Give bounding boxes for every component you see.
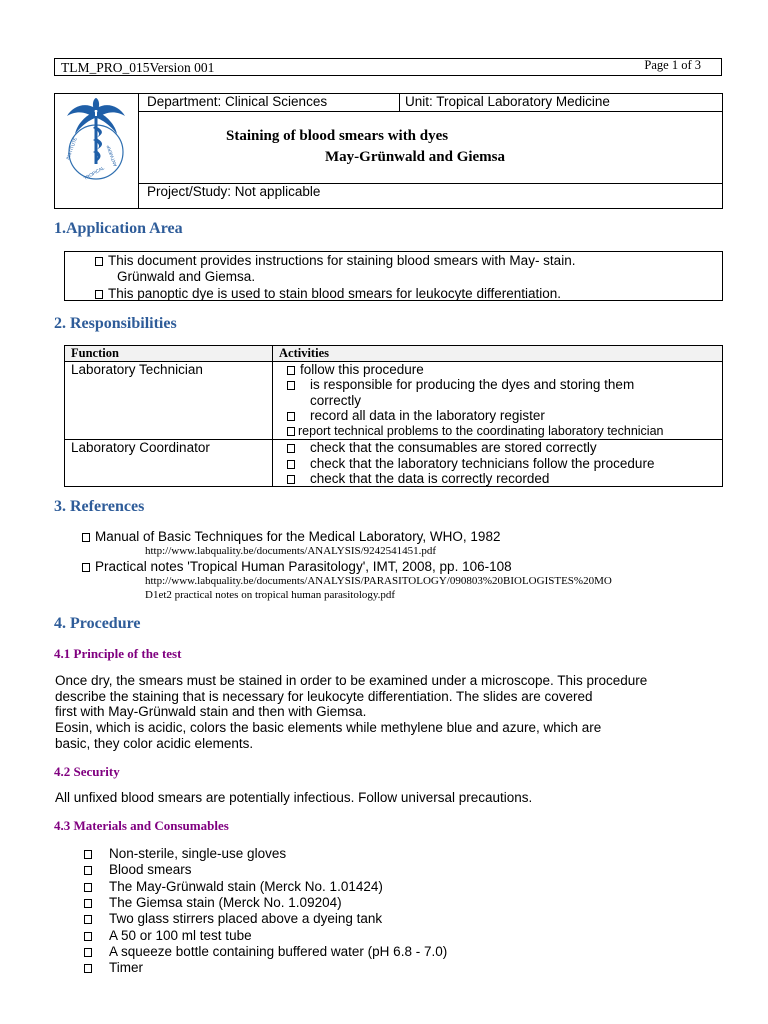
svg-text:TROPICAL: TROPICAL (83, 165, 105, 181)
document-title-line2: May-Grünwald and Giemsa (325, 149, 506, 165)
section-heading-responsibilities: 2. Responsibilities (54, 315, 177, 332)
bullet-box-icon (84, 850, 92, 859)
principle-text: basic, they color acidic elements. (55, 736, 254, 751)
document-id-bar (54, 58, 722, 76)
list-item: Non-sterile, single-use gloves (109, 846, 287, 861)
bullet-box-icon (84, 915, 92, 924)
list-item: The Giemsa stain (Merck No. 1.09204) (109, 894, 342, 910)
bullet-box-icon (95, 257, 103, 266)
page-number: Page 1 of 3 (644, 58, 701, 72)
list-item: A 50 or 100 ml test tube (109, 927, 252, 943)
activity-item: check that the data is correctly recorded (310, 471, 550, 486)
principle-text: Once dry, the smears must be stained in order to be examined under a microscope. This procedure (55, 673, 648, 688)
bullet-box-icon (287, 427, 295, 436)
bullet-box-icon (287, 412, 295, 421)
activity-item: follow this procedure (300, 362, 424, 377)
bullet-box-icon (287, 475, 295, 484)
principle-text: Eosin, which is acidic, colors the basic elements while methylene blue and azure, which are (55, 720, 602, 735)
column-header-activities: Activities (279, 346, 329, 360)
document-header (54, 93, 723, 209)
reference-2-url[interactable]: http://www.labquality.be/documents/ANALYSIS/PARASITOLOGY/090803%20BIOLOGISTES%20MO (145, 575, 612, 587)
unit-label: Unit: Tropical Laboratory Medicine (405, 94, 610, 109)
reference-2: Practical notes 'Tropical Human Parasitology', IMT, 2008, pp. 106-108 (95, 559, 512, 574)
activity-item: check that the consumables are stored correctly (310, 440, 597, 455)
function-technician: Laboratory Technician (71, 362, 203, 377)
activity-item: is responsible for producing the dyes and storing them (310, 377, 635, 392)
bullet-box-icon (287, 366, 295, 375)
bullet-box-icon (95, 290, 103, 299)
subsection-heading-principle: 4.1 Principle of the test (54, 646, 182, 661)
bullet-box-icon (84, 948, 92, 957)
activity-item: check that the laboratory technicians follow the procedure (310, 456, 655, 471)
bullet-box-icon (84, 932, 92, 941)
subsection-heading-materials: 4.3 Materials and Consumables (54, 818, 229, 833)
bullet-box-icon (287, 381, 295, 390)
reference-1-url[interactable]: http://www.labquality.be/documents/ANALYSIS/9242541451.pdf (145, 545, 437, 557)
application-bullet-1: This document provides instructions for staining blood smears with May- stain. (108, 253, 576, 268)
list-item: A squeeze bottle containing buffered water (pH 6.8 - 7.0) (109, 943, 448, 959)
bullet-box-icon (287, 460, 295, 469)
section-heading-procedure: 4. Procedure (54, 615, 141, 632)
activity-item: record all data in the laboratory register (310, 408, 545, 423)
document-id: TLM_PRO_015Version 001 (61, 60, 215, 75)
reference-1: Manual of Basic Techniques for the Medical Laboratory, WHO, 1982 (95, 529, 501, 544)
bullet-box-icon (82, 533, 90, 542)
function-coordinator: Laboratory Coordinator (71, 440, 210, 455)
activity-item: report technical problems to the coordinating laboratory technician (298, 424, 664, 438)
section-heading-references: 3. References (54, 498, 145, 515)
column-header-function: Function (71, 346, 119, 360)
application-bullet-2: This panoptic dye is used to stain blood smears for leukocyte differentiation. (108, 286, 562, 301)
list-item: Blood smears (109, 862, 192, 878)
subsection-heading-security: 4.2 Security (54, 764, 120, 779)
application-area-box (64, 251, 723, 301)
security-text: All unfixed blood smears are potentially infectious. Follow universal precautions. (55, 790, 533, 805)
svg-text:INSTITUTE: INSTITUTE (65, 136, 78, 161)
bullet-box-icon (84, 964, 92, 973)
responsibilities-table (64, 345, 723, 487)
list-item: The May-Grünwald stain (Merck No. 1.01424) (109, 878, 383, 894)
principle-text: first with May-Grünwald stain and then with Giemsa. (55, 704, 367, 719)
document-title-line1: Staining of blood smears with dyes (226, 128, 449, 144)
activity-item-cont: correctly (310, 393, 362, 408)
bullet-box-icon (84, 883, 92, 892)
project-label: Project/Study: Not applicable (147, 184, 321, 199)
application-bullet-1-cont: Grünwald and Giemsa. (117, 269, 256, 284)
principle-text: describe the staining that is necessary for leukocyte differentiation. The slides are covered (55, 689, 593, 704)
svg-text:ANTWERP: ANTWERP (105, 144, 118, 168)
table-header-row (65, 346, 722, 362)
bullet-box-icon (84, 866, 92, 875)
bullet-box-icon (84, 899, 92, 908)
bullet-box-icon (287, 444, 295, 453)
reference-2-url-cont[interactable]: D1et2 practical notes on tropical human parasitology.pdf (145, 589, 396, 601)
institute-logo (55, 94, 139, 208)
bullet-box-icon (82, 563, 90, 572)
section-heading-application-area: 1.Application Area (54, 220, 183, 237)
list-item: Timer (109, 960, 143, 976)
department-label: Department: Clinical Sciences (147, 94, 328, 109)
list-item: Two glass stirrers placed above a dyeing tank (109, 911, 383, 927)
